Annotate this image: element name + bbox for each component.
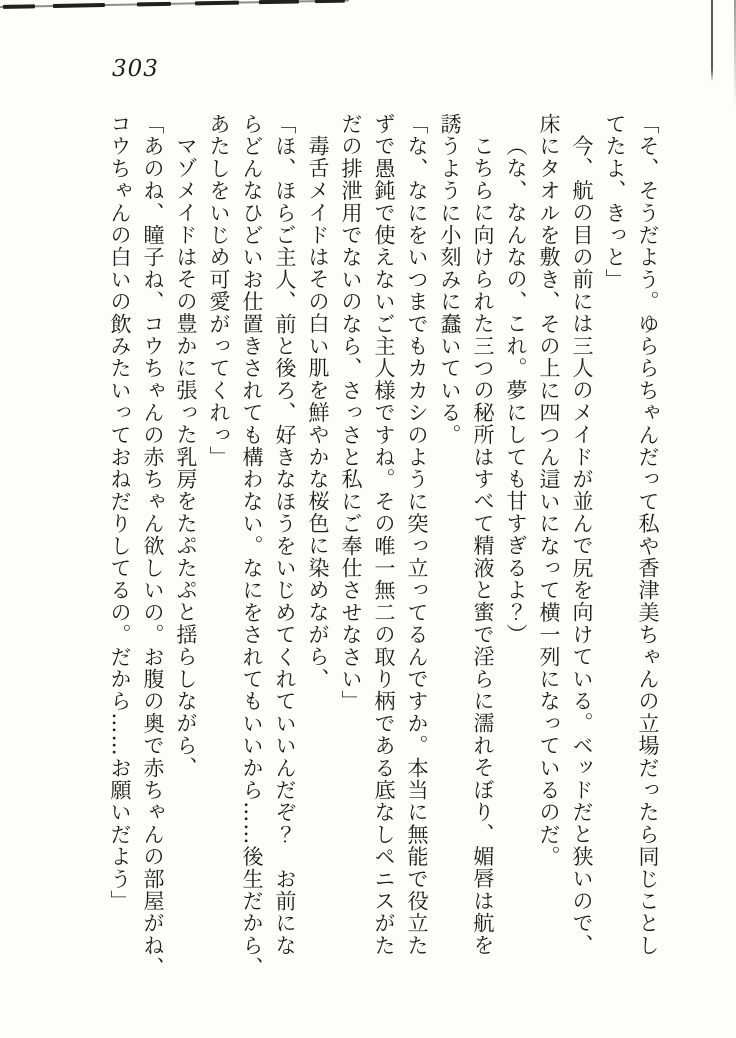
text-column: だの排泄用でないのなら、さっさと私にご奉仕させなさい」 bbox=[339, 113, 363, 713]
text-column: あたしをいじめ可愛がってくれっ」 bbox=[207, 113, 231, 469]
scan-edge-top-line bbox=[0, 0, 349, 13]
text-column: 今、航の目の前には三人のメイドが並んで尻を向けている。ベッドだと狭いので、 bbox=[570, 135, 594, 957]
text-column: てたよ、きっと」 bbox=[603, 113, 627, 291]
text-column: 「な、なにをいつまでもカカシのように突っ立ってるんですか。本当に無能で役立た bbox=[405, 113, 429, 957]
text-column: 床にタオルを敷き、その上に四つん這いになって横一列になっているのだ。 bbox=[537, 113, 561, 868]
scan-edge-right-inner-line bbox=[711, 0, 713, 82]
text-column: マゾメイドはその豊かに張った乳房をたぷたぷと揺らしながら、 bbox=[174, 135, 198, 779]
scan-dash bbox=[315, 0, 345, 3]
text-column: 「あのね、瞳子ね、コウちゃんの赤ちゃん欲しいの。お腹の奥で赤ちゃんの部屋がね、 bbox=[141, 113, 165, 979]
scan-dash bbox=[3, 4, 35, 9]
scan-dash bbox=[53, 3, 105, 8]
scan-edge-right-border bbox=[734, 0, 736, 108]
text-column: 「ほ、ほらご主人、前と後ろ、好きなほうをいじめてくれていいんだぞ？ お前にな bbox=[273, 113, 297, 957]
scan-dash bbox=[259, 0, 299, 4]
text-column: こちらに向けられた三つの秘所はすべて精液と蜜で淫らに濡れそぼり、媚唇は航を bbox=[471, 135, 495, 957]
vertical-text-block bbox=[109, 113, 658, 979]
scan-dash bbox=[195, 1, 239, 6]
text-column: ずで愚鈍で使えないご主人様ですね。その唯一無二の取り柄である底なしペニスがた bbox=[372, 113, 396, 957]
text-column: コウちゃんの白いの飲みたいっておねだりしてるの。だから……お願いだよう」 bbox=[108, 113, 132, 913]
text-column: らどんなひどいお仕置きされても構わない。なにをされてもいいから……後生だから、 bbox=[240, 113, 264, 979]
scan-dash bbox=[137, 2, 171, 7]
text-column: 誘うように小刻みに蠢いている。 bbox=[438, 113, 462, 446]
text-column: 毒舌メイドはその白い肌を鮮やかな桜色に染めながら、 bbox=[306, 135, 330, 690]
text-column: （な、なんなの、これ。夢にしても甘すぎるよ？） bbox=[504, 135, 528, 646]
text-column: 「そ、そうだよう。ゆららちゃんだって私や香津美ちゃんの立場だったら同じことし bbox=[636, 113, 660, 957]
page-number: 303 bbox=[112, 56, 159, 82]
